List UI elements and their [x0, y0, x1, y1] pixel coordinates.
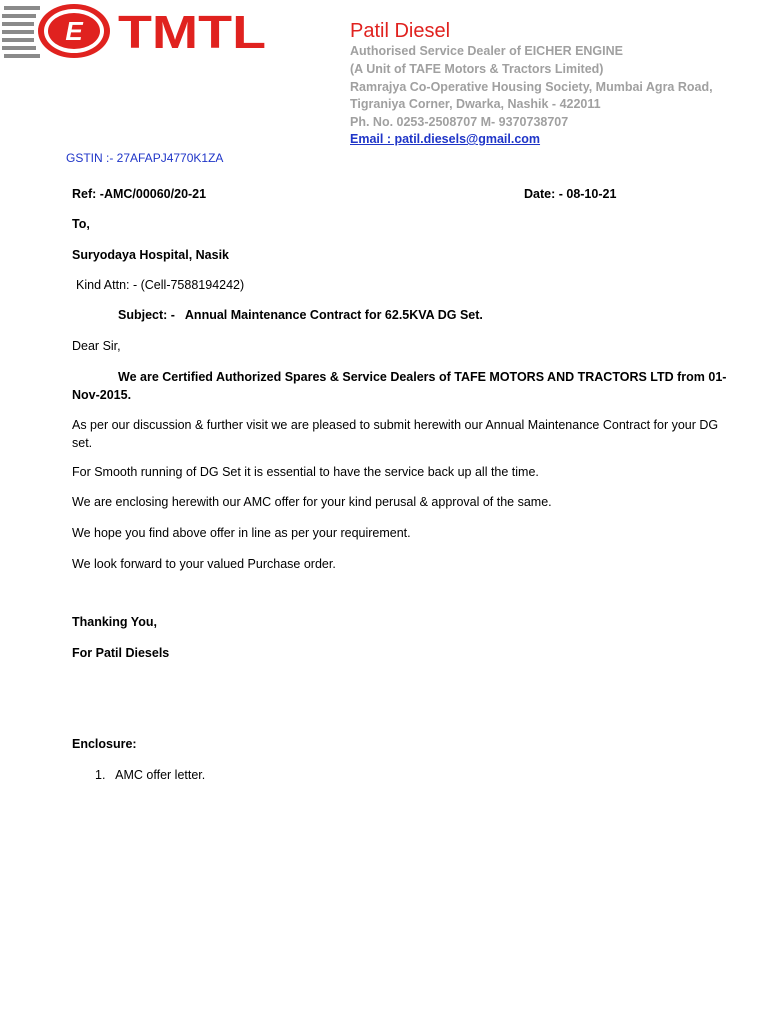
brand-text: TMTL [118, 6, 266, 58]
salutation: Dear Sir, [72, 339, 121, 353]
paragraph: We look forward to your valued Purchase order. [72, 557, 336, 571]
tmtl-logo [0, 0, 290, 62]
dealer-line: Authorised Service Dealer of EICHER ENGINE [350, 44, 623, 58]
recipient: Suryodaya Hospital, Nasik [72, 248, 230, 262]
paragraph: We hope you find above offer in line as per your requirement. [72, 526, 411, 540]
closing: Thanking You, [72, 615, 157, 629]
dealer-phone: Ph. No. 0253-2508707 M- 9370738707 [350, 115, 569, 129]
email-link[interactable]: Email : patil.diesels@gmail.com [350, 132, 541, 146]
dealer-address-line: Ramrajya Co-Operative Housing Society, Mumbai Agra Road, [350, 80, 713, 94]
reference-number: Ref: -AMC/00060/20-21 [72, 187, 207, 201]
paragraph: We are enclosing herewith our AMC offer for your kind perusal & approval of the same. [72, 495, 552, 509]
dealer-address-line: Tigraniya Corner, Dwarka, Nashik - 422011 [350, 97, 601, 111]
paragraph: We are Certified Authorized Spares & Service Dealers of TAFE MOTORS AND TRACTORS LTD from 01-Nov-2015. [72, 370, 727, 402]
signature: For Patil Diesels [72, 646, 170, 660]
enclosure-label: Enclosure: [72, 737, 137, 751]
svg-text:E: E [65, 16, 83, 46]
subject-line: Subject: - Annual Maintenance Contract for 62.5KVA DG Set. [118, 308, 483, 322]
enclosure-item: 1. AMC offer letter. [95, 768, 206, 782]
paragraph: As per our discussion & further visit we are pleased to submit herewith our Annual Maintenance Contract for your DG set. [72, 418, 719, 450]
dealer-line: (A Unit of TAFE Motors & Tractors Limited) [350, 62, 604, 76]
gstin: GSTIN :- 27AFAPJ4770K1ZA [66, 151, 224, 165]
letter-date: Date: - 08-10-21 [524, 187, 617, 201]
to-label: To, [72, 217, 90, 231]
paragraph: For Smooth running of DG Set it is essential to have the service back up all the time. [72, 465, 539, 479]
kind-attention: Kind Attn: - (Cell-7588194242) [76, 278, 245, 292]
company-name: Patil Diesel [350, 20, 451, 42]
